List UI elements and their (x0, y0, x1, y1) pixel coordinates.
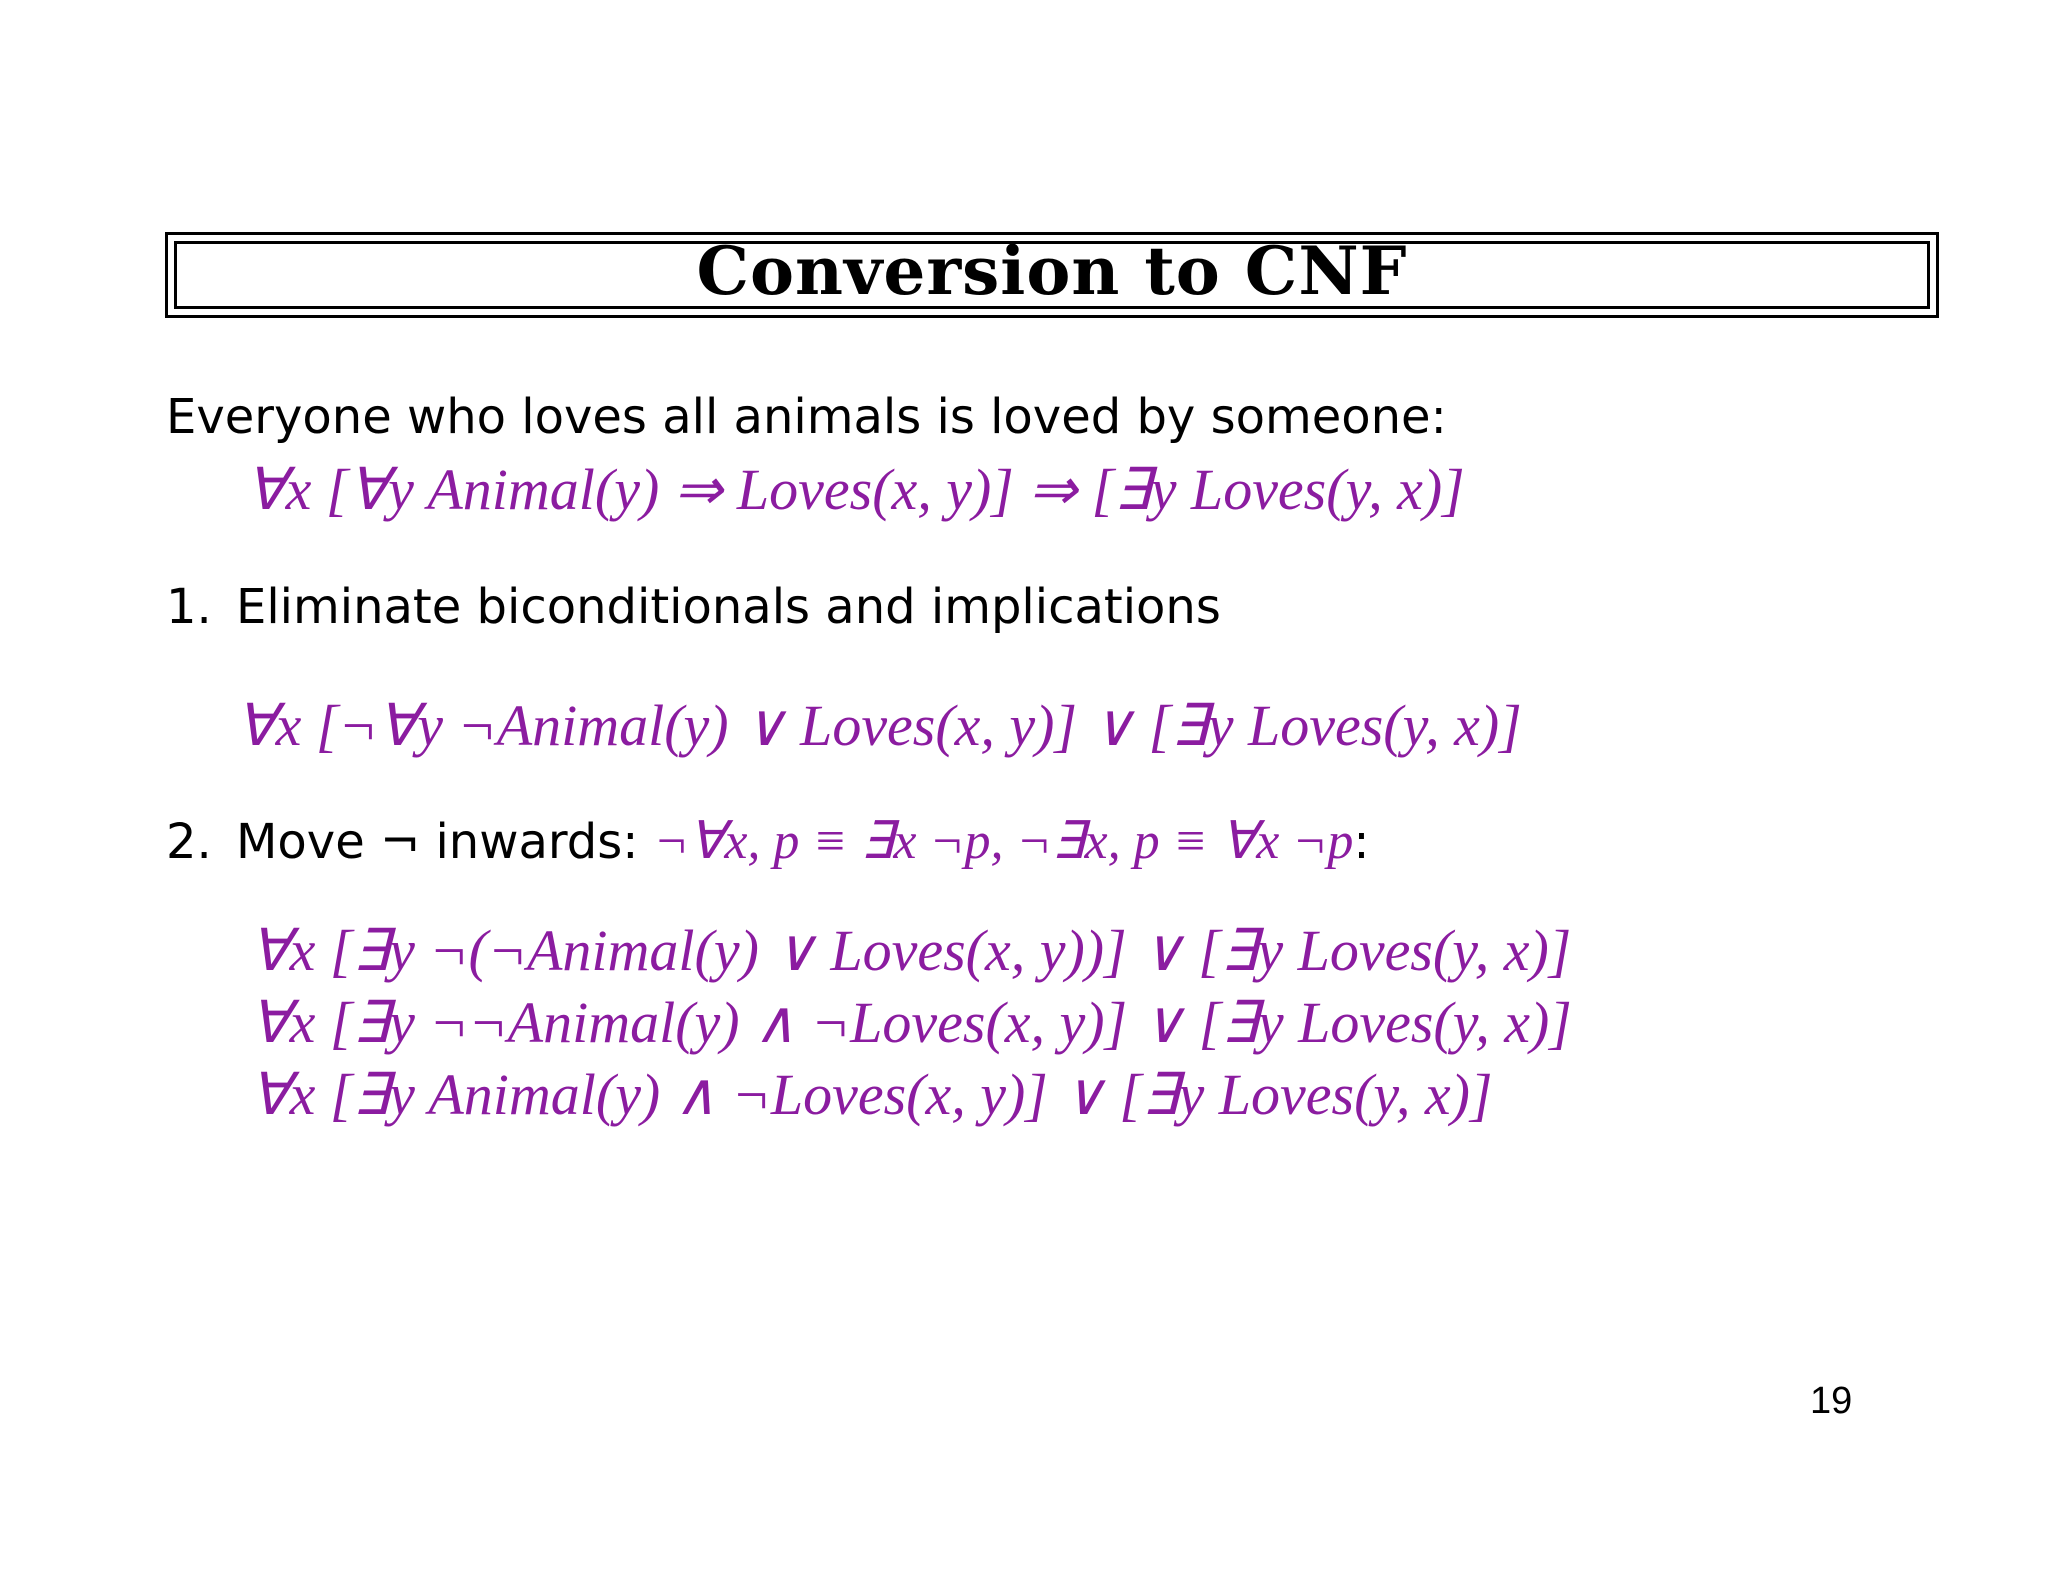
title-frame (165, 232, 1939, 318)
step-2 (166, 813, 1370, 870)
title-inner-frame (174, 232, 1930, 310)
intro-text: Everyone who loves all animals is loved by someone: (166, 389, 1447, 445)
step-2-formula-3: ∀x [∃y Animal(y) ∧ ¬Loves(x, y)] ∨ [∃y Loves(y, x)] (250, 1062, 1493, 1127)
step-1-text: Eliminate biconditionals and implications (236, 579, 1221, 635)
intro-formula: ∀x [∀y Animal(y) ⇒ Loves(x, y)] ⇒ [∃y Loves(y, x)] (246, 457, 1465, 522)
step-2-text: Move ¬ inwards: (236, 814, 654, 870)
step-2-rule: ¬∀x, p ≡ ∃x ¬p, ¬∃x, p ≡ ∀x ¬p (653, 813, 1354, 870)
step-1-number: 1. (166, 579, 212, 635)
page-number: 19 (1810, 1380, 1853, 1422)
step-2-formula-1: ∀x [∃y ¬(¬Animal(y) ∨ Loves(x, y))] ∨ [∃y Loves(y, x)] (250, 918, 1572, 983)
slide-title: Conversion to CNF (696, 232, 1408, 310)
step-2-text-after: : (1353, 814, 1370, 870)
step-1-formula: ∀x [¬∀y ¬Animal(y) ∨ Loves(x, y)] ∨ [∃y Loves(y, x)] (236, 693, 1522, 758)
step-2-formula-2: ∀x [∃y ¬¬Animal(y) ∧ ¬Loves(x, y)] ∨ [∃y Loves(y, x)] (250, 990, 1572, 1055)
step-2-number: 2. (166, 814, 212, 870)
step-1 (166, 579, 1221, 635)
